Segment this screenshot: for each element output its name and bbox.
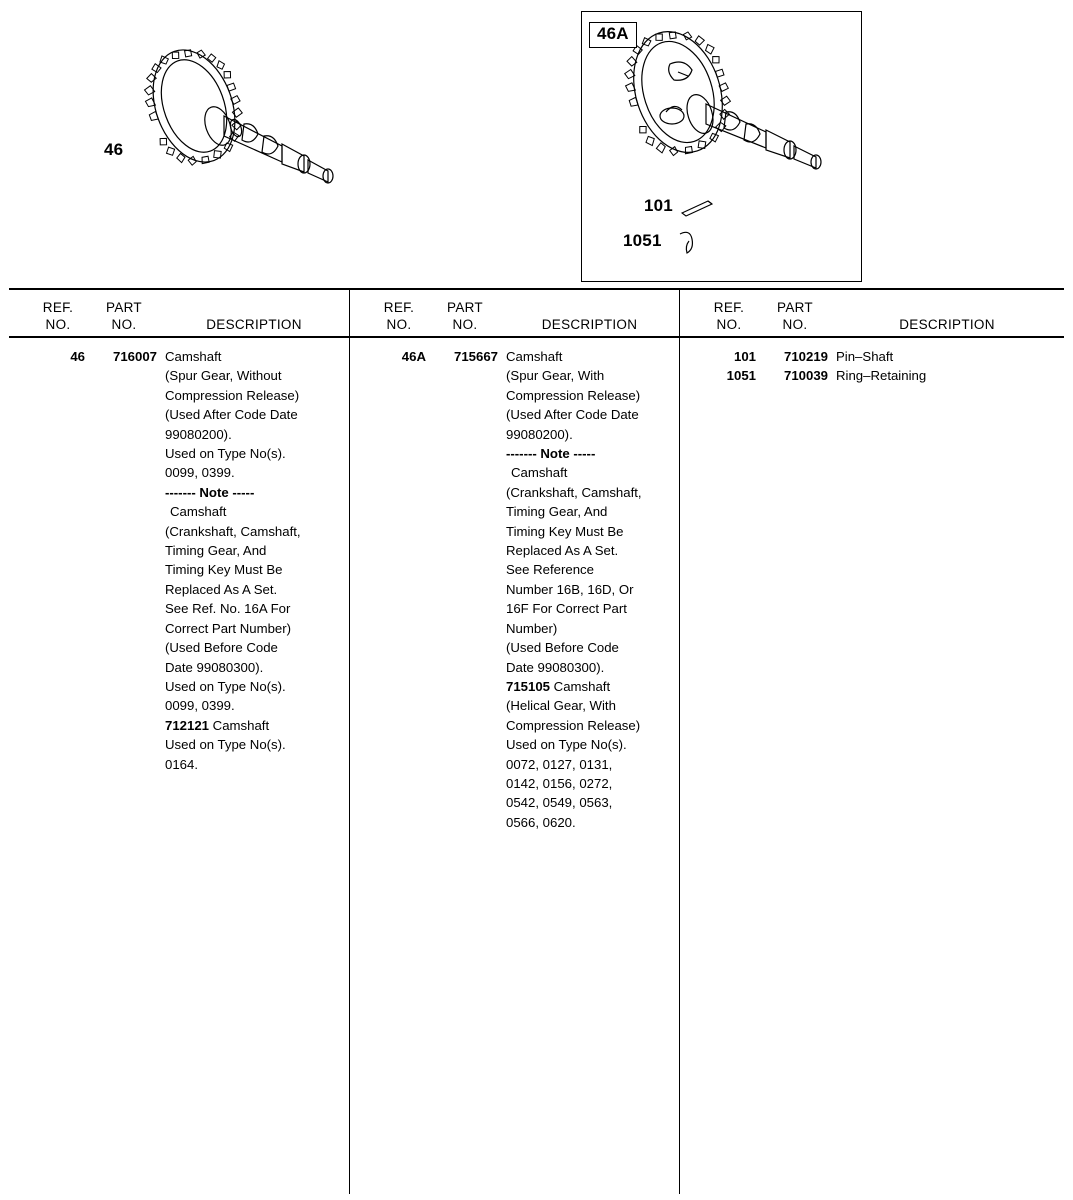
description-line: ------- Note -----: [165, 484, 255, 500]
description-line: 0542, 0549, 0563,: [506, 795, 613, 811]
description-line: 0072, 0127, 0131,: [506, 756, 613, 772]
cell-ref-no: 1051: [726, 368, 756, 384]
description-line: Replaced As A Set.: [165, 581, 278, 597]
parts-table: [9, 288, 1064, 1194]
description-line: Timing Gear, And: [506, 504, 608, 520]
description-line: Correct Part Number): [165, 620, 292, 636]
description-line: See Reference: [506, 562, 594, 578]
parts-column-1: [9, 290, 349, 1194]
cell-description: [504, 347, 679, 832]
parts-column-3: [679, 290, 1064, 1194]
description-line: 99080200).: [165, 426, 232, 442]
description-line: Compression Release): [506, 387, 641, 403]
cell-part-no: 716007: [112, 349, 157, 364]
column-header: [9, 290, 349, 336]
description-line: Date 99080300).: [165, 659, 264, 675]
column-header: [680, 290, 1064, 336]
header-description: DESCRIPTION: [899, 317, 995, 332]
description-line: (Spur Gear, With: [506, 368, 605, 384]
ring-retaining-figure: [674, 228, 700, 261]
description-line: (Crankshaft, Camshaft,: [506, 484, 642, 500]
camshaft-spur-gear-figure: [132, 44, 362, 219]
cell-part-no: 710219: [783, 349, 828, 364]
description-line: (Helical Gear, With: [506, 698, 616, 714]
cell-description: [834, 366, 1064, 385]
header-description: DESCRIPTION: [206, 317, 302, 332]
description-line: Timing Gear, And: [165, 543, 267, 559]
description-line: Used on Type No(s).: [165, 678, 286, 694]
description-line: Used on Type No(s).: [165, 446, 286, 462]
header-rule: [9, 336, 349, 338]
description-line: (Used After Code Date: [506, 407, 639, 423]
description-line: ------- Note -----: [506, 446, 596, 462]
description-line: 16F For Correct Part: [506, 601, 627, 617]
cell-part-no: 710039: [783, 368, 828, 384]
description-line: Number 16B, 16D, Or: [506, 581, 634, 597]
description-line: (Used Before Code: [506, 640, 619, 656]
rows-container-3: [680, 336, 1064, 386]
description-line: 0164.: [165, 756, 199, 772]
header-part-no: PART NO.: [777, 300, 813, 332]
description-line: Timing Key Must Be: [165, 562, 283, 578]
description-line: 0566, 0620.: [506, 814, 576, 830]
header-rule: [350, 336, 679, 338]
pin-shaft-figure: [678, 196, 718, 225]
cell-ref-no: 46: [70, 349, 85, 364]
header-rule: [680, 336, 1064, 338]
description-line: (Used After Code Date: [165, 407, 298, 423]
table-row: [350, 347, 679, 832]
description-line: 99080200).: [506, 426, 573, 442]
description-line: Replaced As A Set.: [506, 543, 619, 559]
description-line: Used on Type No(s).: [165, 737, 286, 753]
callout-101: 101: [644, 196, 673, 215]
header-ref-no: REF. NO.: [42, 300, 74, 332]
description-line: Ring–Retaining: [836, 368, 927, 384]
illustration-area: [0, 0, 1073, 288]
header-part-no: PART NO.: [106, 300, 142, 332]
callout-1051: 1051: [623, 231, 662, 250]
description-line: Camshaft: [506, 349, 563, 364]
description-line: (Crankshaft, Camshaft,: [165, 523, 301, 539]
table-row: [680, 366, 1064, 385]
description-line: Camshaft: [165, 349, 222, 364]
cell-description: [163, 347, 349, 774]
callout-46: 46: [104, 140, 124, 159]
description-line: Camshaft: [170, 504, 227, 520]
cell-part-no: 715667: [453, 349, 498, 364]
description-line: 712121 Camshaft: [165, 717, 270, 733]
description-line: Pin–Shaft: [836, 349, 894, 364]
description-line: 715105 Camshaft: [506, 678, 611, 694]
description-line: Compression Release): [165, 387, 300, 403]
description-line: (Spur Gear, Without: [165, 368, 282, 384]
description-line: (Used Before Code: [165, 640, 278, 656]
description-line: Number): [506, 620, 558, 636]
table-row: [9, 347, 349, 774]
header-ref-no: REF. NO.: [713, 300, 745, 332]
cell-description: [834, 347, 1064, 366]
description-line: Camshaft: [511, 465, 568, 481]
parts-column-2: [349, 290, 679, 1194]
cell-ref-no: 101: [733, 349, 756, 364]
description-line: Date 99080300).: [506, 659, 605, 675]
header-part-no: PART NO.: [447, 300, 483, 332]
description-line: Used on Type No(s).: [506, 737, 627, 753]
description-line: 0099, 0399.: [165, 465, 235, 481]
cell-ref-no: 46A: [401, 349, 426, 364]
header-description: DESCRIPTION: [541, 317, 638, 332]
description-line: 0099, 0399.: [165, 698, 235, 714]
table-row: [680, 347, 1064, 366]
description-line: Timing Key Must Be: [506, 523, 624, 539]
description-line: See Ref. No. 16A For: [165, 601, 291, 617]
callout-46a: 46A: [589, 22, 637, 48]
rows-container-1: [9, 336, 349, 774]
camshaft-compression-release-figure: [600, 20, 850, 205]
description-line: Compression Release): [506, 717, 641, 733]
rows-container-2: [350, 336, 679, 832]
description-line: 0142, 0156, 0272,: [506, 775, 613, 791]
column-header: [350, 290, 679, 336]
header-ref-no: REF. NO.: [383, 300, 415, 332]
